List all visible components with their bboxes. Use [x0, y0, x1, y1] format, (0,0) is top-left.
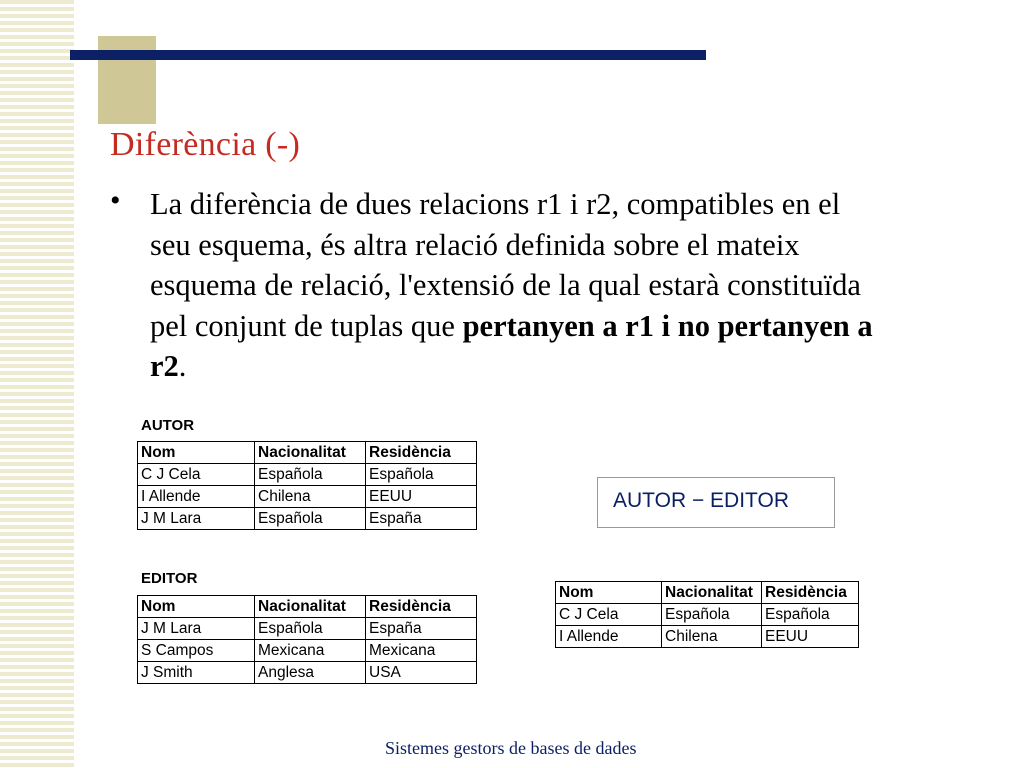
bullet-line-4-plain: pel conjunt de tuplas que	[150, 308, 463, 343]
bullet-line-1: La diferència de dues relacions r1 i r2, compatibles en el	[150, 187, 841, 221]
cell-nom: S Campos	[138, 640, 255, 662]
table-row	[556, 604, 859, 626]
header-residencia: Residència	[762, 582, 859, 604]
cell-nom: C J Cela	[138, 464, 255, 486]
bullet-line-5	[150, 346, 990, 387]
bullet-line-5-bold: r2	[150, 349, 179, 383]
header-nacionalitat: Nacionalitat	[255, 596, 366, 618]
editor-table	[137, 595, 477, 684]
editor-table-label: EDITOR	[141, 570, 198, 587]
cell-residencia: Mexicana	[366, 640, 477, 662]
header-residencia: Residència	[366, 596, 477, 618]
autor-table	[137, 441, 477, 530]
cell-nacionalitat: Mexicana	[255, 640, 366, 662]
bullet-dot-icon: •	[110, 184, 121, 217]
table-header-row	[138, 442, 477, 464]
cell-nacionalitat: Chilena	[662, 626, 762, 648]
header-nom: Nom	[138, 442, 255, 464]
cell-nacionalitat: Española	[255, 508, 366, 530]
cell-nacionalitat: Española	[255, 464, 366, 486]
bullet-line-4-bold: pertanyen a r1 i no pertanyen a	[462, 308, 873, 343]
operation-label: AUTOR − EDITOR	[597, 477, 835, 528]
cell-residencia: Española	[366, 464, 477, 486]
cell-nom: J Smith	[138, 662, 255, 684]
bullet-line-4	[150, 306, 990, 347]
header-nacionalitat: Nacionalitat	[255, 442, 366, 464]
table-header-row	[138, 596, 477, 618]
header-nom: Nom	[138, 596, 255, 618]
cell-nom: J M Lara	[138, 618, 255, 640]
slide-title: Diferència (-)	[110, 126, 301, 163]
cell-nacionalitat: Chilena	[255, 486, 366, 508]
cell-nom: C J Cela	[556, 604, 662, 626]
table-row	[556, 626, 859, 648]
cell-residencia: EEUU	[366, 486, 477, 508]
table-row	[138, 508, 477, 530]
cell-residencia: USA	[366, 662, 477, 684]
table-row	[138, 640, 477, 662]
cell-residencia: EEUU	[762, 626, 859, 648]
decorative-blue-bar	[70, 50, 706, 60]
autor-table-label: AUTOR	[141, 417, 195, 434]
table-header-row	[556, 582, 859, 604]
table-row	[138, 464, 477, 486]
cell-residencia: España	[366, 508, 477, 530]
table-row	[138, 662, 477, 684]
cell-nacionalitat: Española	[255, 618, 366, 640]
header-nacionalitat: Nacionalitat	[662, 582, 762, 604]
cell-nacionalitat: Española	[662, 604, 762, 626]
table-row	[138, 486, 477, 508]
bullet-line-5-end: .	[178, 349, 187, 383]
cell-nom: I Allende	[556, 626, 662, 648]
bullet-text	[150, 184, 990, 387]
header-residencia: Residència	[366, 442, 477, 464]
cell-residencia: España	[366, 618, 477, 640]
cell-nom: J M Lara	[138, 508, 255, 530]
header-nom: Nom	[556, 582, 662, 604]
cell-nacionalitat: Anglesa	[255, 662, 366, 684]
decorative-stripes	[0, 0, 74, 768]
cell-nom: I Allende	[138, 486, 255, 508]
footer-text: Sistemes gestors de bases de dades	[385, 738, 637, 758]
bullet-line-3: esquema de relació, l'extensió de la qual estarà constituïda	[150, 268, 861, 302]
table-row	[138, 618, 477, 640]
cell-residencia: Española	[762, 604, 859, 626]
bullet-line-2: seu esquema, és altra relació definida sobre el mateix	[150, 227, 800, 262]
result-table	[555, 581, 859, 648]
